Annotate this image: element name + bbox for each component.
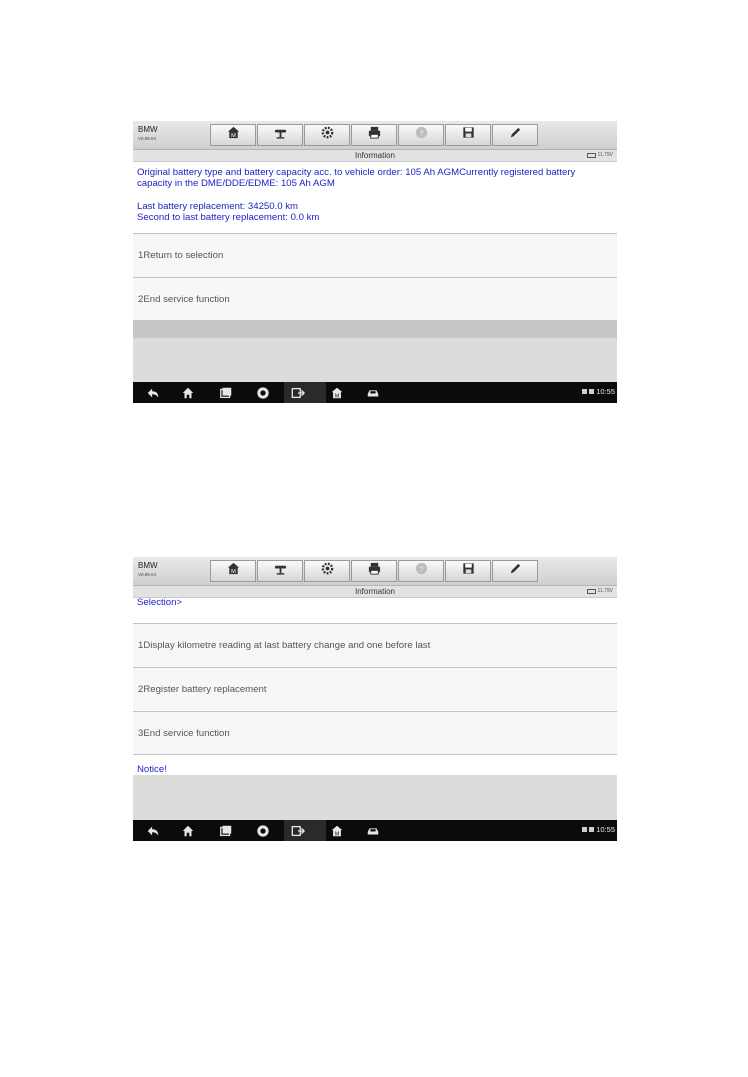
vehicle-lift-icon — [273, 125, 288, 145]
recent-apps-icon[interactable] — [219, 386, 233, 400]
version-label: V0.99.04 — [138, 572, 157, 577]
help-icon — [414, 561, 429, 581]
edit-button[interactable] — [492, 124, 538, 146]
android-nav-bar — [133, 820, 617, 841]
browser-icon[interactable] — [256, 386, 270, 400]
browser-icon[interactable] — [256, 824, 270, 838]
option-end-service-function[interactable] — [133, 277, 617, 320]
svg-text:M: M — [334, 393, 340, 400]
brand-label — [138, 561, 158, 579]
home-icon[interactable] — [181, 824, 195, 838]
home-icon — [226, 125, 241, 145]
svg-text:?: ? — [418, 128, 424, 138]
save-icon — [461, 125, 476, 145]
car-icon[interactable] — [366, 386, 380, 400]
option-label: 3End service function — [138, 727, 230, 739]
save-icon — [461, 561, 476, 581]
home-button[interactable] — [210, 560, 256, 582]
option-label: 1Return to selection — [138, 250, 224, 261]
settings-icon — [320, 561, 335, 581]
save-button[interactable] — [445, 124, 491, 146]
battery-status — [587, 588, 613, 594]
option-return-to-selection[interactable] — [133, 233, 617, 277]
back-icon[interactable] — [146, 386, 160, 400]
edit-icon — [508, 125, 523, 145]
option-display-km-reading[interactable] — [133, 623, 617, 667]
bottom-panel — [133, 338, 617, 382]
svg-text:M: M — [230, 133, 236, 140]
print-button[interactable] — [351, 560, 397, 582]
help-icon — [414, 125, 429, 145]
switch-app-icon[interactable] — [291, 824, 305, 838]
settings-icon — [320, 125, 335, 145]
status-clock — [582, 825, 615, 834]
print-icon — [367, 125, 382, 145]
selection-label: Selection> — [137, 597, 183, 608]
battery-icon — [587, 153, 596, 158]
last-replacement-message: Last battery replacement: 34250.0 km — [137, 201, 299, 212]
vehicle-lift-button[interactable] — [257, 560, 303, 582]
settings-button[interactable] — [304, 560, 350, 582]
vehicle-lift-icon — [273, 561, 288, 581]
battery-voltage: 11.79V — [597, 588, 613, 594]
status-clock — [582, 387, 615, 396]
home-icon — [226, 561, 241, 581]
toolbar-buttons — [210, 124, 539, 146]
toolbar-buttons — [210, 560, 539, 582]
maxisys-icon[interactable] — [330, 824, 344, 838]
print-button[interactable] — [351, 124, 397, 146]
svg-text:M: M — [230, 569, 236, 576]
option-label: 1Display kilometre reading at last battery change and one before last — [138, 640, 431, 651]
option-label: 2End service function — [138, 293, 230, 305]
wifi-icon — [589, 827, 594, 832]
top-toolbar — [133, 557, 617, 586]
bottom-panel — [133, 775, 617, 820]
clock-time: 10:55 — [596, 387, 615, 396]
separator-bar — [133, 320, 617, 338]
info-bar — [133, 586, 617, 598]
switch-app-icon[interactable] — [291, 386, 305, 400]
notification-icon — [582, 389, 587, 394]
home-button[interactable] — [210, 124, 256, 146]
message-area — [137, 167, 613, 223]
svg-text:M: M — [334, 831, 340, 838]
edit-button[interactable] — [492, 560, 538, 582]
brand-name: BMW — [138, 561, 158, 570]
help-button[interactable] — [398, 124, 444, 146]
edit-icon — [508, 561, 523, 581]
top-toolbar — [133, 121, 617, 150]
brand-name: BMW — [138, 125, 158, 134]
help-button[interactable] — [398, 560, 444, 582]
car-icon[interactable] — [366, 824, 380, 838]
android-nav-bar — [133, 382, 617, 403]
recent-apps-icon[interactable] — [219, 824, 233, 838]
notification-icon — [582, 827, 587, 832]
brand-label — [138, 125, 158, 143]
clock-time: 10:55 — [596, 825, 615, 834]
save-button[interactable] — [445, 560, 491, 582]
notice-label: Notice! — [137, 764, 167, 775]
option-register-battery-replacement[interactable] — [133, 667, 617, 711]
svg-text:?: ? — [418, 564, 424, 574]
option-label: 2Register battery replacement — [138, 684, 267, 695]
info-bar — [133, 150, 617, 162]
home-icon[interactable] — [181, 386, 195, 400]
maxisys-icon[interactable] — [330, 386, 344, 400]
info-title: Information — [354, 587, 396, 596]
screenshot-2 — [133, 557, 617, 841]
screenshot-1 — [133, 121, 617, 403]
print-icon — [367, 561, 382, 581]
option-end-service-function[interactable] — [133, 711, 617, 754]
battery-icon — [587, 589, 596, 594]
back-icon[interactable] — [146, 824, 160, 838]
battery-status — [587, 152, 613, 158]
version-label: V0.99.04 — [138, 136, 157, 141]
notice-area — [133, 754, 617, 775]
battery-capacity-message: Original battery type and battery capacity acc. to vehicle order: 105 Ah AGMCurrently registered battery capacity in the DME/DDE/EDME: 105 Ah AGM — [137, 167, 576, 189]
vehicle-lift-button[interactable] — [257, 124, 303, 146]
settings-button[interactable] — [304, 124, 350, 146]
info-title: Information — [354, 151, 396, 160]
wifi-icon — [589, 389, 594, 394]
battery-voltage: 11.79V — [597, 152, 613, 158]
second-last-replacement-message: Second to last battery replacement: 0.0 km — [137, 212, 320, 223]
